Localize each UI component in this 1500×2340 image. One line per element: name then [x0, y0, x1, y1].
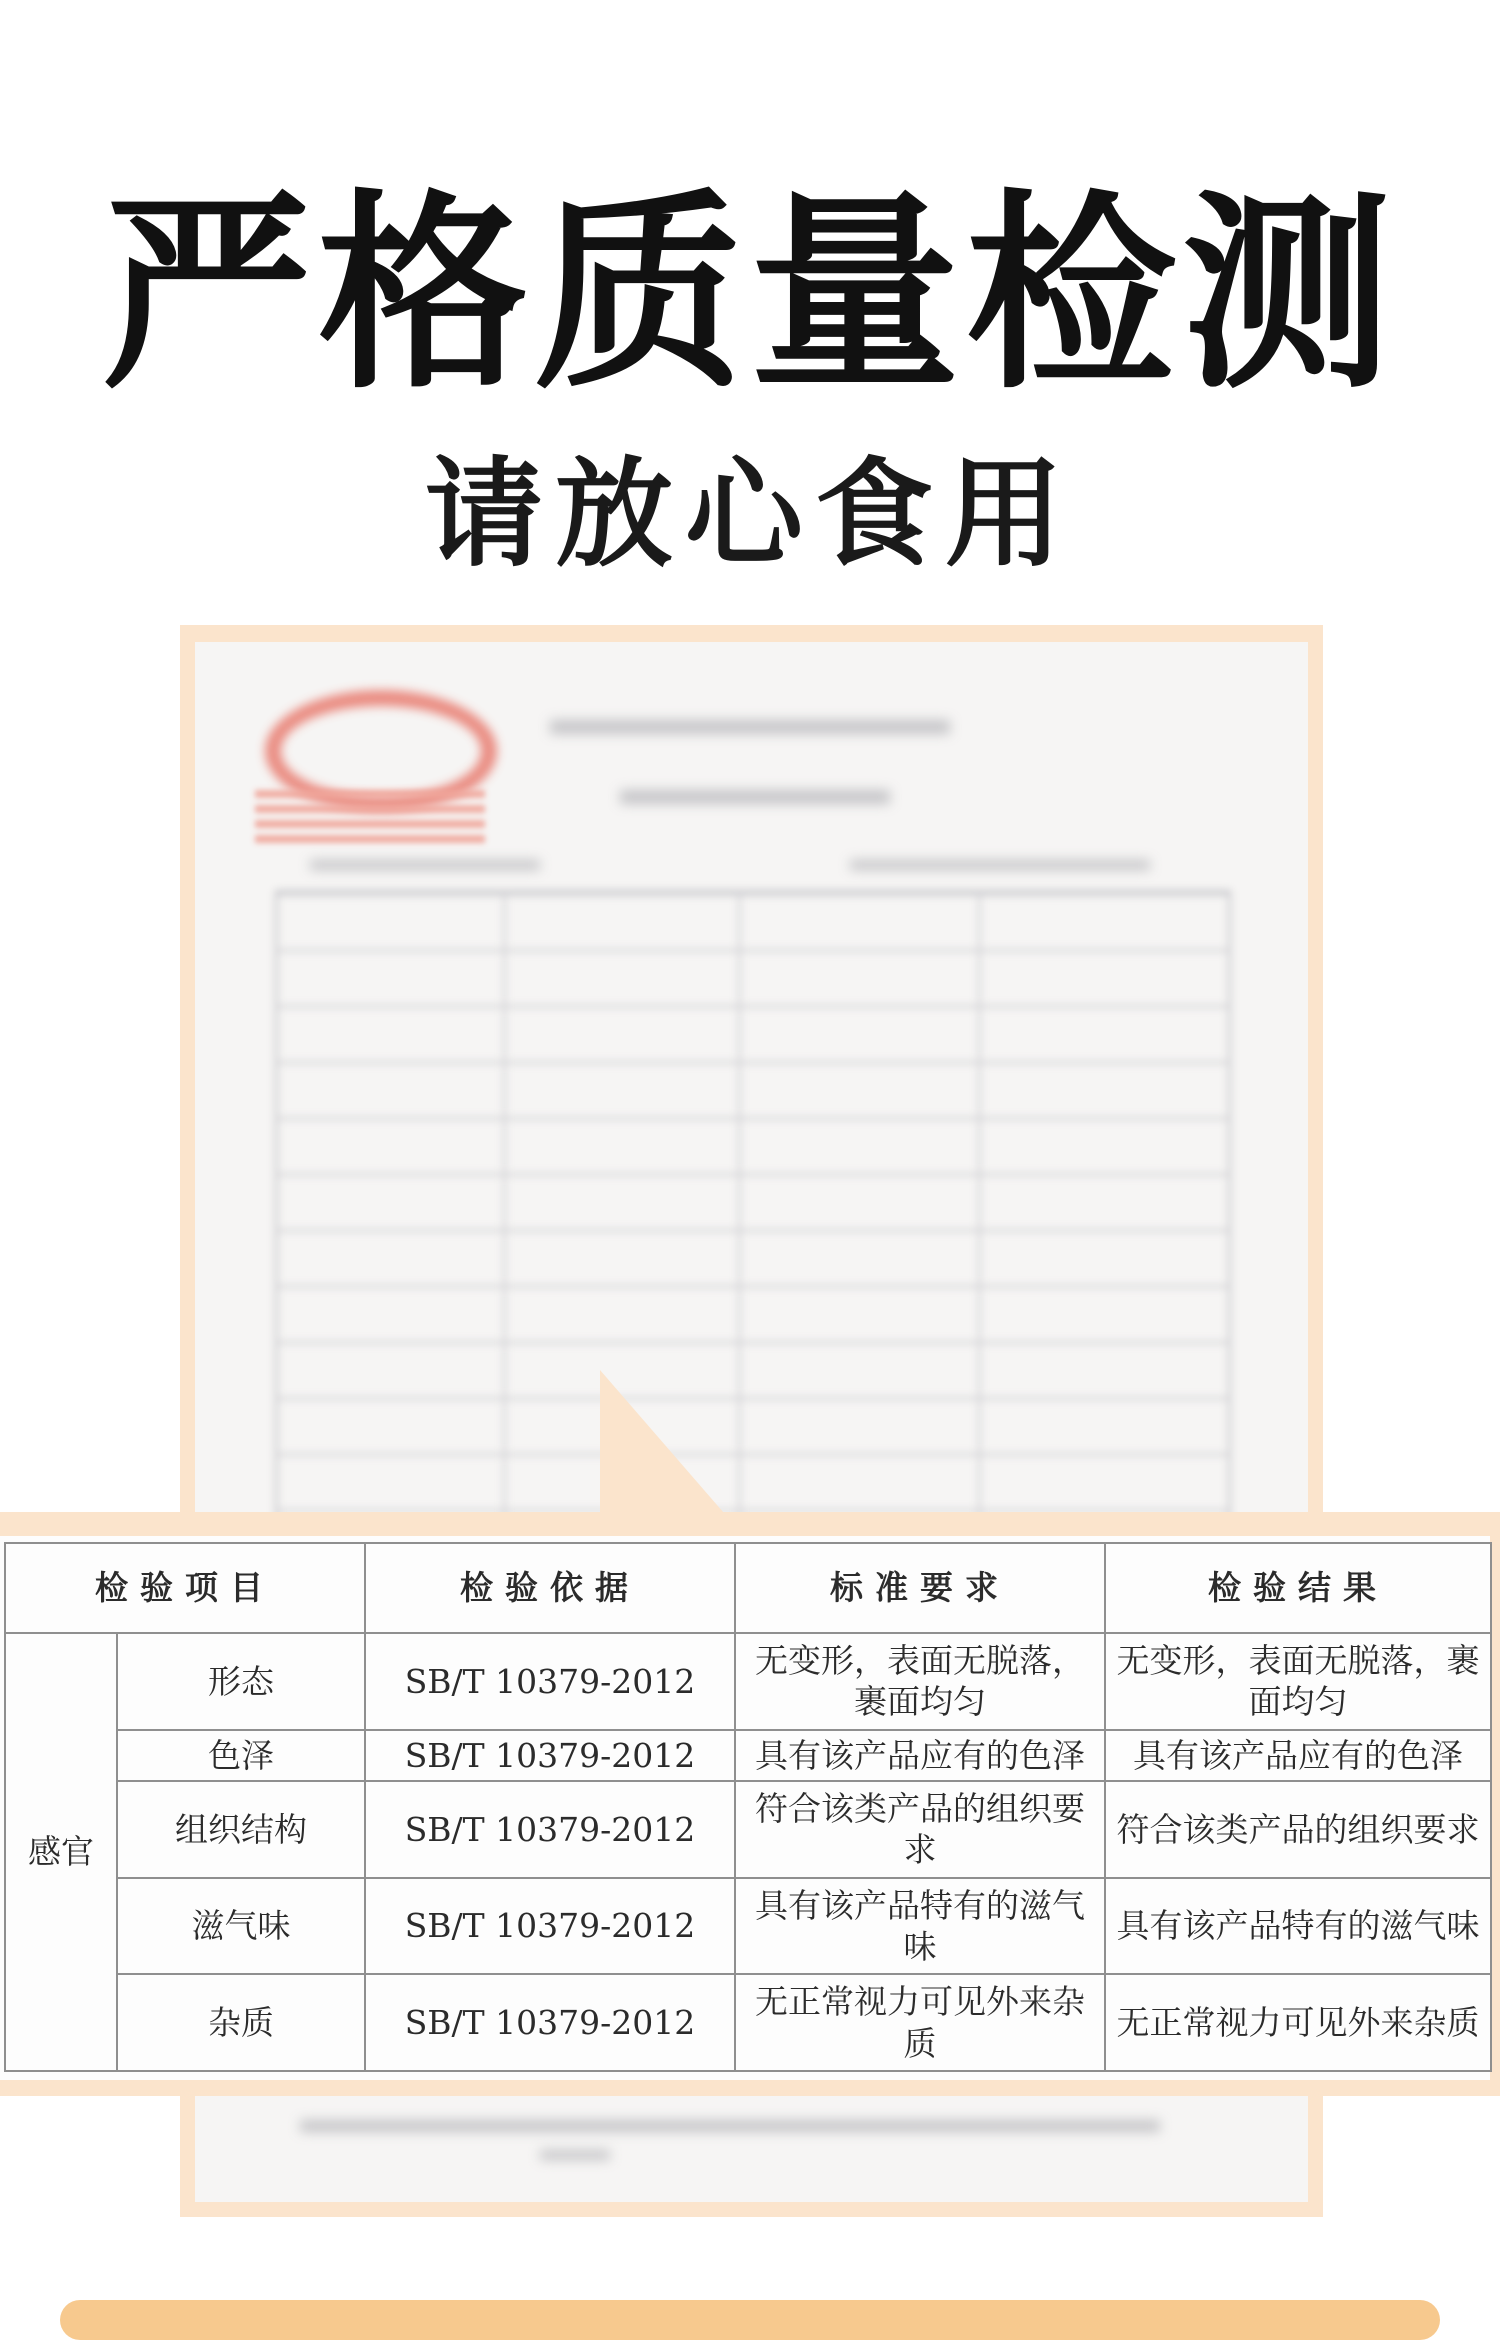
subline: 请放心食用 [424, 445, 1075, 583]
item-cell: 形态 [117, 1633, 365, 1730]
zoom-callout-pointer [600, 1370, 730, 1520]
requirement-cell: 符合该类产品的组织要求 [735, 1781, 1105, 1878]
header-basis: 检验依据 [365, 1543, 735, 1633]
table-row [5, 1633, 1491, 1730]
blurred-meta-left [310, 860, 540, 870]
basis-cell: SB/T 10379-2012 [365, 1878, 735, 1975]
basis-cell: SB/T 10379-2012 [365, 1633, 735, 1730]
table-row [5, 1878, 1491, 1975]
blurred-footer-line-2 [540, 2150, 610, 2160]
table-row [5, 1974, 1491, 2071]
table-row [5, 1781, 1491, 1878]
requirement-cell: 具有该产品特有的滋气味 [735, 1878, 1105, 1975]
inspection-table [4, 1542, 1492, 2072]
result-cell: 具有该产品应有的色泽 [1105, 1730, 1491, 1782]
basis-cell: SB/T 10379-2012 [365, 1974, 735, 2071]
result-cell: 符合该类产品的组织要求 [1105, 1781, 1491, 1878]
blurred-company-line [550, 720, 950, 734]
table-row [5, 1730, 1491, 1782]
blurred-meta-right [850, 860, 1150, 870]
item-cell: 色泽 [117, 1730, 365, 1782]
table-header-row [5, 1543, 1491, 1633]
result-cell: 具有该产品特有的滋气味 [1105, 1878, 1491, 1975]
seal-text-lines [255, 790, 485, 845]
result-cell: 无变形，表面无脱落，裹面均匀 [1105, 1633, 1491, 1730]
group-cell: 感官 [5, 1633, 117, 2071]
bottom-accent-bar [60, 2300, 1440, 2340]
header-result: 检验结果 [1105, 1543, 1491, 1633]
blurred-footer-line [300, 2120, 1160, 2132]
item-cell: 滋气味 [117, 1878, 365, 1975]
requirement-cell: 无正常视力可见外来杂质 [735, 1974, 1105, 2071]
header-requirement: 标准要求 [735, 1543, 1105, 1633]
requirement-cell: 无变形，表面无脱落，裹面均匀 [735, 1633, 1105, 1730]
header-item: 检验项目 [5, 1543, 365, 1633]
headline: 严格质量检测 [101, 172, 1398, 417]
result-cell: 无正常视力可见外来杂质 [1105, 1974, 1491, 2071]
blurred-report-title [620, 790, 890, 804]
item-cell: 组织结构 [117, 1781, 365, 1878]
item-cell: 杂质 [117, 1974, 365, 2071]
blurred-report-table [275, 890, 1231, 1546]
requirement-cell: 具有该产品应有的色泽 [735, 1730, 1105, 1782]
basis-cell: SB/T 10379-2012 [365, 1781, 735, 1878]
basis-cell: SB/T 10379-2012 [365, 1730, 735, 1782]
